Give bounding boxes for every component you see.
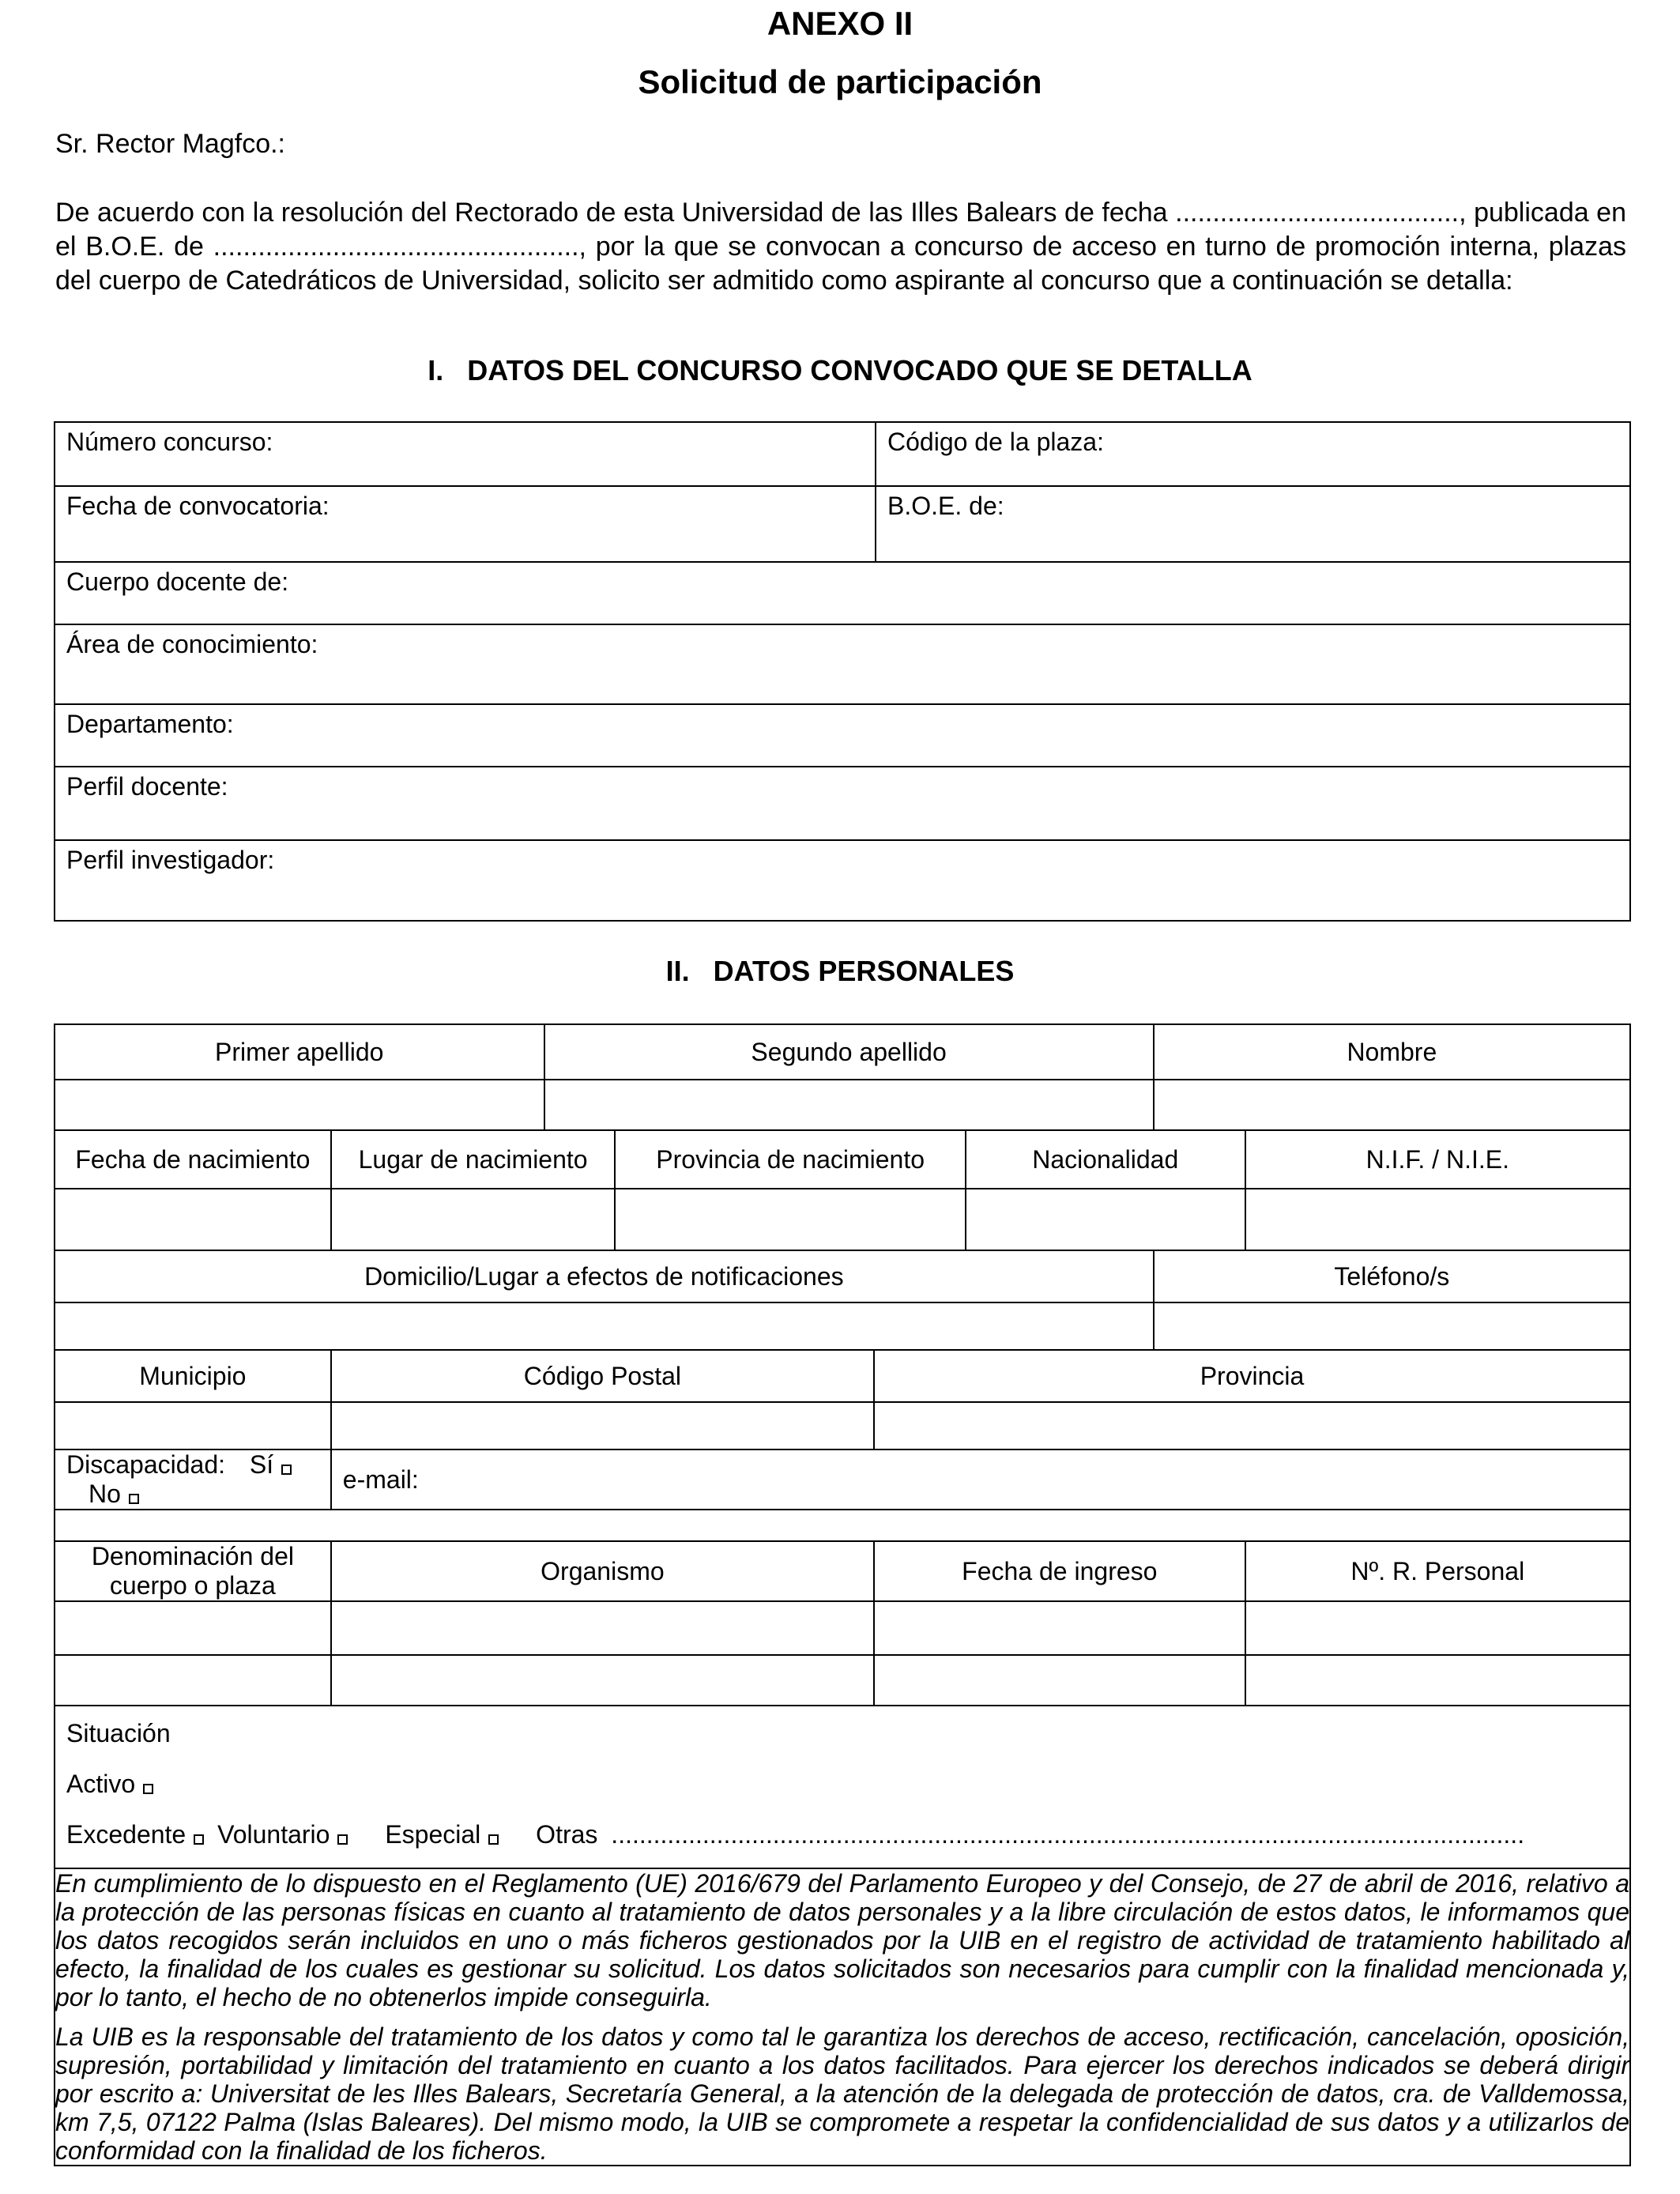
denominacion-header: Denominación del cuerpo o plaza [55,1541,331,1601]
area-conocimiento-field[interactable] [55,624,1630,704]
section-1-title: I. DATOS DEL CONCURSO CONVOCADO QUE SE DETALLA [428,354,1252,386]
perfil-docente-label: Perfil docente: [66,772,228,801]
codigo-plaza-field[interactable] [876,422,1630,486]
nif-header: N.I.F. / N.I.E. [1245,1130,1630,1189]
situacion-section [55,1706,1630,1868]
email-input[interactable] [55,1510,1630,1541]
boe-label: B.O.E. de: [887,492,1004,520]
primer-apellido-header: Primer apellido [55,1024,544,1080]
activo-checkbox[interactable] [143,1784,153,1794]
perfil-docente-field[interactable] [55,767,1630,840]
legal-paragraph-1: En cumplimiento de lo dispuesto en el Reglamento (UE) 2016/679 del Parlamento Europeo y del Consejo, de 27 de abril de 2016, relativo a la protección de las personas físicas en cuanto al tratamiento de datos personales y a la libre circulación de estos datos, le informamos que los datos recogidos serán incluidos en uno o más ficheros gestionados por la UIB en el registro de actividad de tratamiento habilitado al efecto, la finalidad de los cuales es gestionar su solicitud. Los datos solicitados son necesarios para cumplir con la finalidad mencionada y, por lo tanto, el hecho de no obtenerlos impide conseguirla. [55,1869,1629,2011]
denominacion-input-1[interactable] [55,1601,331,1655]
fecha-convocatoria-field[interactable] [55,486,876,562]
si-label: Sí [249,1450,274,1479]
codigo-plaza-label: Código de la plaza: [887,428,1104,456]
nrp-input-1[interactable] [1245,1601,1630,1655]
annex-title: ANEXO II [767,5,913,42]
domicilio-input[interactable] [55,1302,1154,1350]
otras-label: Otras [536,1820,598,1849]
lugar-nacimiento-header: Lugar de nacimiento [331,1130,616,1189]
concurso-table [54,421,1631,922]
telefono-header: Teléfono/s [1154,1250,1630,1302]
domicilio-header: Domicilio/Lugar a efectos de notificaciones [55,1250,1154,1302]
excedente-row [66,1820,1524,1849]
lugar-nacimiento-input[interactable] [331,1189,616,1250]
departamento-field[interactable] [55,704,1630,767]
nacionalidad-header: Nacionalidad [966,1130,1245,1189]
especial-checkbox[interactable] [488,1834,499,1845]
intro-paragraph: De acuerdo con la resolución del Rectorado de esta Universidad de las Illes Balears de fecha ......................................, publicada en el B.O.E. de ................................................., por la que se convocan a concurso de acceso en turno de promoción interna, plazas del cuerpo de Catedráticos de Universidad, solicito ser admitido como aspirante al concurso que a continuación se detalla: [55,198,1626,296]
segundo-apellido-header: Segundo apellido [544,1024,1154,1080]
fecha-ingreso-header: Fecha de ingreso [874,1541,1245,1601]
fecha-ingreso-input-2[interactable] [874,1655,1245,1706]
nrp-header: Nº. R. Personal [1245,1541,1630,1601]
form-title: Solicitud de participación [638,63,1042,100]
primer-apellido-input[interactable] [55,1080,544,1130]
no-checkbox[interactable] [129,1494,139,1504]
numero-concurso-label: Número concurso: [66,428,273,456]
situacion-label: Situación [66,1719,171,1747]
provincia-nacimiento-header: Provincia de nacimiento [615,1130,965,1189]
provincia-input[interactable] [874,1402,1630,1449]
municipio-input[interactable] [55,1402,331,1449]
fecha-nacimiento-input[interactable] [55,1189,331,1250]
nrp-input-2[interactable] [1245,1655,1630,1706]
codigo-postal-input[interactable] [331,1402,874,1449]
organismo-input-1[interactable] [331,1601,874,1655]
provincia-nacimiento-input[interactable] [615,1189,965,1250]
perfil-investigador-label: Perfil investigador: [66,846,275,874]
boe-field[interactable] [876,486,1630,562]
email-field[interactable] [331,1449,1630,1510]
fecha-ingreso-input-1[interactable] [874,1601,1245,1655]
salutation: Sr. Rector Magfco.: [55,129,285,159]
municipio-header: Municipio [55,1350,331,1402]
fecha-nacimiento-header: Fecha de nacimiento [55,1130,331,1189]
numero-concurso-field[interactable] [55,422,876,486]
otras-dots[interactable]: .................................................................................................................................. [611,1820,1525,1849]
cuerpo-docente-label: Cuerpo docente de: [66,567,289,596]
email-label: e-mail: [342,1465,419,1494]
activo-label: Activo [66,1770,136,1798]
si-checkbox[interactable] [281,1465,292,1475]
cuerpo-docente-field[interactable] [55,562,1630,624]
voluntario-checkbox[interactable] [337,1834,348,1845]
nombre-input[interactable] [1154,1080,1630,1130]
legal-paragraph-2: La UIB es la responsable del tratamiento de los datos y como tal le garantiza los derechos de acceso, rectificación, cancelación, oposición, supresión, portabilidad y limitación del tratamiento en cuanto a los datos facilitados. Para ejercer los derechos indicados se deberá dirigir por escrito a: Universitat de les Illes Balears, Secretaría General, a la atención de la delegada de protección de datos, cra. de Valldemossa, km 7,5, 07122 Palma (Islas Baleares). Del mismo modo, la UIB se compromete a respetar la confidencialidad de sus datos y a utilizarlos de conformidad con la finalidad de los ficheros. [55,2022,1629,2165]
discapacidad-field [55,1449,331,1510]
activo-row [66,1770,160,1799]
denominacion-input-2[interactable] [55,1655,331,1706]
personal-table [54,1023,1631,2166]
excedente-checkbox[interactable] [194,1834,204,1845]
especial-label: Especial [385,1820,481,1849]
codigo-postal-header: Código Postal [331,1350,874,1402]
departamento-label: Departamento: [66,710,234,738]
nif-input[interactable] [1245,1189,1630,1250]
no-label: No [89,1480,121,1508]
section-2-title: II. DATOS PERSONALES [665,955,1015,987]
segundo-apellido-input[interactable] [544,1080,1154,1130]
nombre-header: Nombre [1154,1024,1630,1080]
telefono-input[interactable] [1154,1302,1630,1350]
voluntario-label: Voluntario [217,1820,330,1849]
discapacidad-label: Discapacidad: [66,1450,225,1479]
perfil-investigador-field[interactable] [55,840,1630,921]
excedente-label: Excedente [66,1820,186,1849]
provincia-header: Provincia [874,1350,1630,1402]
organismo-input-2[interactable] [331,1655,874,1706]
fecha-convocatoria-label: Fecha de convocatoria: [66,492,330,520]
nacionalidad-input[interactable] [966,1189,1245,1250]
area-conocimiento-label: Área de conocimiento: [66,630,318,658]
organismo-header: Organismo [331,1541,874,1601]
legal-notice [55,1868,1630,2166]
